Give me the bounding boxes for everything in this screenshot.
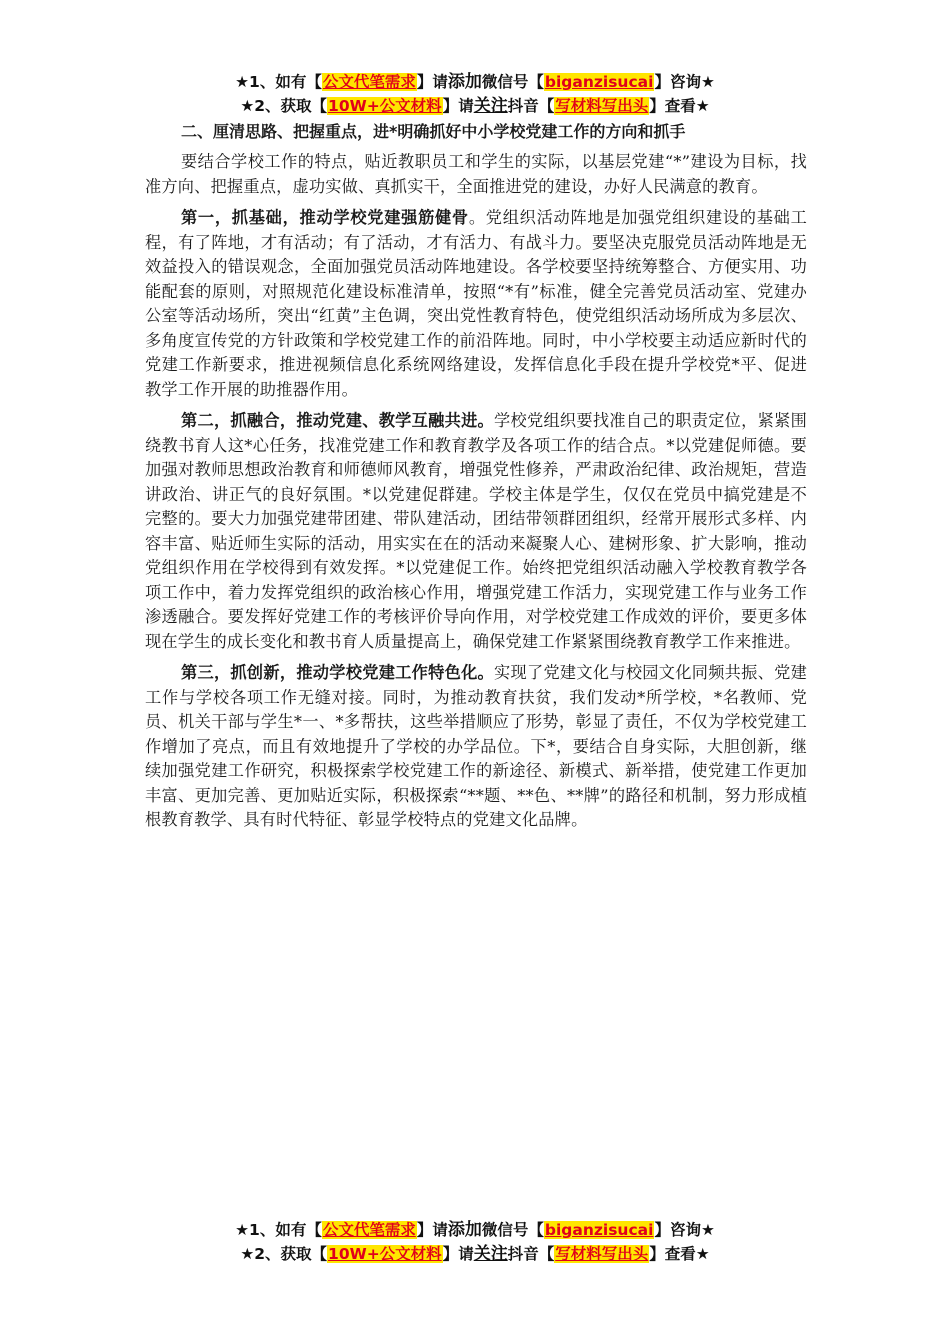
promo-highlight[interactable]: biganzisucai [544,1221,654,1239]
paragraph-innovation [145,661,807,833]
promo-text: 抖音【 [507,97,555,115]
paragraph-integration [145,409,807,654]
promo-banner-bottom [0,1218,950,1266]
promo-text: 】咨询★ [654,73,715,91]
paragraph-lead: 第一，抓基础，推动学校党建强筋健骨 [181,208,469,227]
promo-highlight[interactable]: 公文代笔需求 [322,1221,416,1239]
promo-text: 微信号【 [481,73,544,91]
promo-line-2 [0,1242,950,1266]
promo-text: 微信号【 [481,1221,544,1239]
promo-text: 】请 [442,1245,474,1263]
promo-text: ★1、如有【 [235,73,322,91]
promo-text: 抖音【 [507,1245,555,1263]
promo-text: 】请 [416,1221,448,1239]
promo-text: ★2、获取【 [240,97,328,115]
promo-text: ★1、如有【 [235,1221,322,1239]
promo-text: 】请 [416,73,448,91]
paragraph-lead: 第三，抓创新，推动学校党建工作特色化。 [181,663,495,682]
section-heading: 二、厘清思路、把握重点，进*明确抓好中小学校党建工作的方向和抓手 [181,122,686,141]
paragraph-body: 学校党组织要找准自己的职责定位，紧紧围绕教书育人这*心任务，找准党建工作和教育教学及各项工作的结合点。*以党建促师德。要加强对教师思想政治教育和师德师风教育，增强党性修养，严肃政治纪律、政治规矩，营造讲政治、讲正气的良好氛围。*以党建促群建。学校主体是学生，仅仅在党员中搞党建是不完整的。要大力加强党建带团建、带队建活动，团结带领群团组织，经常开展形式多样、内容丰富、贴近师生实际的活动，用实实在在的活动来凝聚人心、建树形象、扩大影响，推动党组织作用在学校得到有效发挥。*以党建促工作。始终把党组织活动融入学校教育教学各项工作中，着力发挥党组织的政治核心作用，增强党建工作活力，实现党建工作与业务工作渗透融合。要发挥好党建工作的考核评价导向作用，对学校党建工作成效的评价，要更多体现在学生的成长变化和教书育人质量提高上，确保党建工作紧紧围绕教育教学工作来推进。 [145,411,807,651]
promo-highlight[interactable]: 写材料写出头 [555,97,649,115]
intro-paragraph: 要结合学校工作的特点，贴近教职员工和学生的实际，以基层党建“*”建设为目标，找准方向、把握重点，虚功实做、真抓实干，全面推进党的建设，办好人民满意的教育。 [145,152,807,196]
paragraph-lead: 第二，抓融合，推动党建、教学互融共进。 [181,411,495,430]
promo-highlight[interactable]: 写材料写出头 [555,1245,649,1263]
promo-highlight[interactable]: 10W+公文材料 [328,1245,442,1263]
promo-emphasis: 添加 [447,1220,482,1240]
promo-banner-top [0,70,950,118]
promo-text: 】咨询★ [654,1221,715,1239]
paragraph-body: 实现了党建文化与校园文化同频共振、党建工作与学校各项工作无缝对接。同时，为推动教育扶贫，我们发动*所学校，*名教师、党员、机关干部与学生*一、*多帮扶，这些举措顺应了形势，彰显了责任，不仅为学校党建工作增加了亮点，而且有效地提升了学校的办学品位。下*，要结合自身实际，大胆创新，继续加强党建工作研究，积极探索学校党建工作的新途径、新模式、新举措，使党建工作更加丰富、更加完善、更加贴近实际，积极探索“**题、**色、**牌”的路径和机制，努力形成植根教育教学、具有时代特征、彰显学校特点的党建文化品牌。 [145,663,807,829]
promo-emphasis: 关注 [473,1244,508,1264]
promo-line-2 [0,94,950,118]
promo-text: ★2、获取【 [240,1245,328,1263]
promo-text: 】请 [442,97,474,115]
promo-line-1 [0,1218,950,1242]
promo-highlight[interactable]: 10W+公文材料 [328,97,442,115]
promo-line-1 [0,70,950,94]
paragraph-body: 。党组织活动阵地是加强党组织建设的基础工程，有了阵地，才有活动；有了活动，才有活力、有战斗力。要坚决克服党员活动阵地是无效益投入的错误观念，全面加强党员活动阵地建设。各学校要坚持统筹整合、方便实用、功能配套的原则，对照规范化建设标准清单，按照“*有”标准，健全完善党员活动室、党建办公室等活动场所，突出“红黄”主色调，突出党性教育特色，使党组织活动场所成为多层次、多角度宣传党的方针政策和学校党建工作的前沿阵地。同时，中小学校要主动适应新时代的党建工作新要求，推进视频信息化系统网络建设，发挥信息化手段在提升学校党*平、促进教学工作开展的助推器作用。 [145,208,807,399]
paragraph-foundation [145,206,807,402]
promo-text: 】查看★ [649,1245,710,1263]
promo-highlight[interactable]: biganzisucai [544,73,654,91]
promo-emphasis: 添加 [447,72,482,92]
promo-highlight[interactable]: 公文代笔需求 [322,73,416,91]
promo-emphasis: 关注 [473,96,508,116]
document-body [145,119,807,840]
promo-text: 】查看★ [649,97,710,115]
